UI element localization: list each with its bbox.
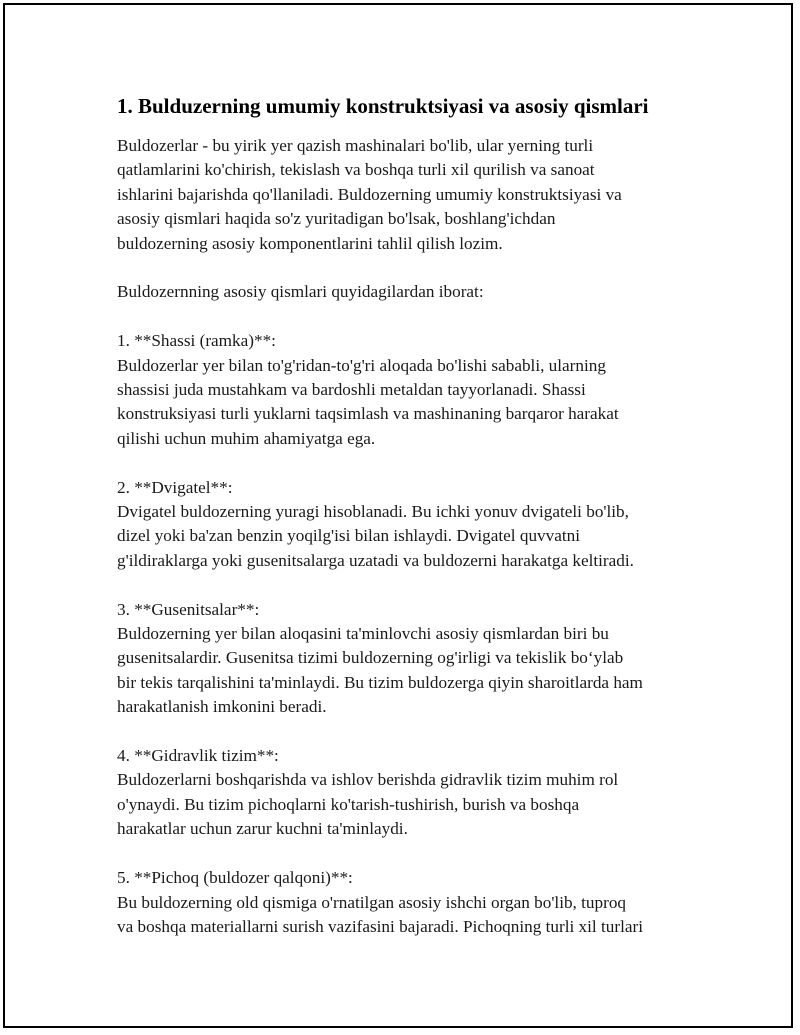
section-body: Bu buldozerning old qismiga o'rnatilgan asosiy ishchi organ bo'lib, tuproq va boshqa materiallarni surish vazifasini bajaradi. Pichoqning turli xil turlari <box>117 892 643 936</box>
section-gidravlik-tizim <box>117 744 692 842</box>
section-body: Buldozerlarni boshqarishda va ishlov berishda gidravlik tizim muhim rol o'ynaydi. Bu tizim pichoqlarni ko'tarish-tushirish, burish va boshqa harakatlar uchun zarur kuchni ta'minlaydi. <box>117 770 619 839</box>
section-shassi <box>117 329 692 451</box>
section-heading: 2. **Dvigatel**: <box>117 477 233 497</box>
section-body: Buldozerning yer bilan aloqasini ta'minlovchi asosiy qismlardan biri bu gusenitsalardir. Gusenitsa tizimi buldozerning og'irligi va tekislik bo‘ylab bir tekis tarqalishini ta'minlaydi. Bu tizim buldozerga qiyin sharoitlarda ham harakatlanish imkonini beradi. <box>117 624 643 717</box>
section-dvigatel <box>117 476 692 574</box>
lead-paragraph: Buldozernning asosiy qismlari quyidagilardan iborat: <box>117 282 484 302</box>
section-heading: 4. **Gidravlik tizim**: <box>117 746 279 766</box>
document-title: 1. Bulduzerning umumiy konstruktsiyasi va asosiy qismlari <box>117 94 649 118</box>
paragraph-gap <box>117 573 692 597</box>
paragraph-gap <box>117 842 692 866</box>
intro-paragraph: Buldozerlar - bu yirik yer qazish mashinalari bo'lib, ular yerning turli qatlamlarini ko'chirish, tekislash va boshqa turli xil qurilish va sanoat ishlarini bajarishda qo'llaniladi. Buldozerning umumiy konstruktsiyasi va asosiy qismlari haqida so'z yuritadigan bo'lsak, boshlang'ichdan buldozerning asosiy komponentlarini tahlil qilish lozim. <box>117 136 622 253</box>
paragraph-gap <box>117 720 692 744</box>
section-heading: 1. **Shassi (ramka)**: <box>117 331 276 351</box>
section-body: Dvigatel buldozerning yuragi hisoblanadi. Bu ichki yonuv dvigateli bo'lib, dizel yoki ba'zan benzin yoqilg'isi bilan ishlaydi. Dvigatel quvvatni g'ildiraklarga yoki gusenitsalarga uzatadi va buldozerni harakatga keltiradi. <box>117 502 634 570</box>
paragraph-gap <box>117 305 692 329</box>
section-gusenitsalar <box>117 598 692 720</box>
paragraph-gap <box>117 256 692 280</box>
section-body: Buldozerlar yer bilan to'g'ridan-to'g'ri aloqada bo'lishi sababli, ularning shassisi juda mustahkam va bardoshli metaldan tayyorlanadi. Shassi konstruksiyasi turli yuklarni taqsimlash va mashinaning barqaror harakat qilishi uchun muhim ahamiyatga ega. <box>117 355 619 448</box>
section-pichoq <box>117 866 692 939</box>
section-heading: 3. **Gusenitsalar**: <box>117 599 260 619</box>
document-body <box>117 92 692 939</box>
paragraph-gap <box>117 451 692 475</box>
section-heading: 5. **Pichoq (buldozer qalqoni)**: <box>117 868 353 888</box>
